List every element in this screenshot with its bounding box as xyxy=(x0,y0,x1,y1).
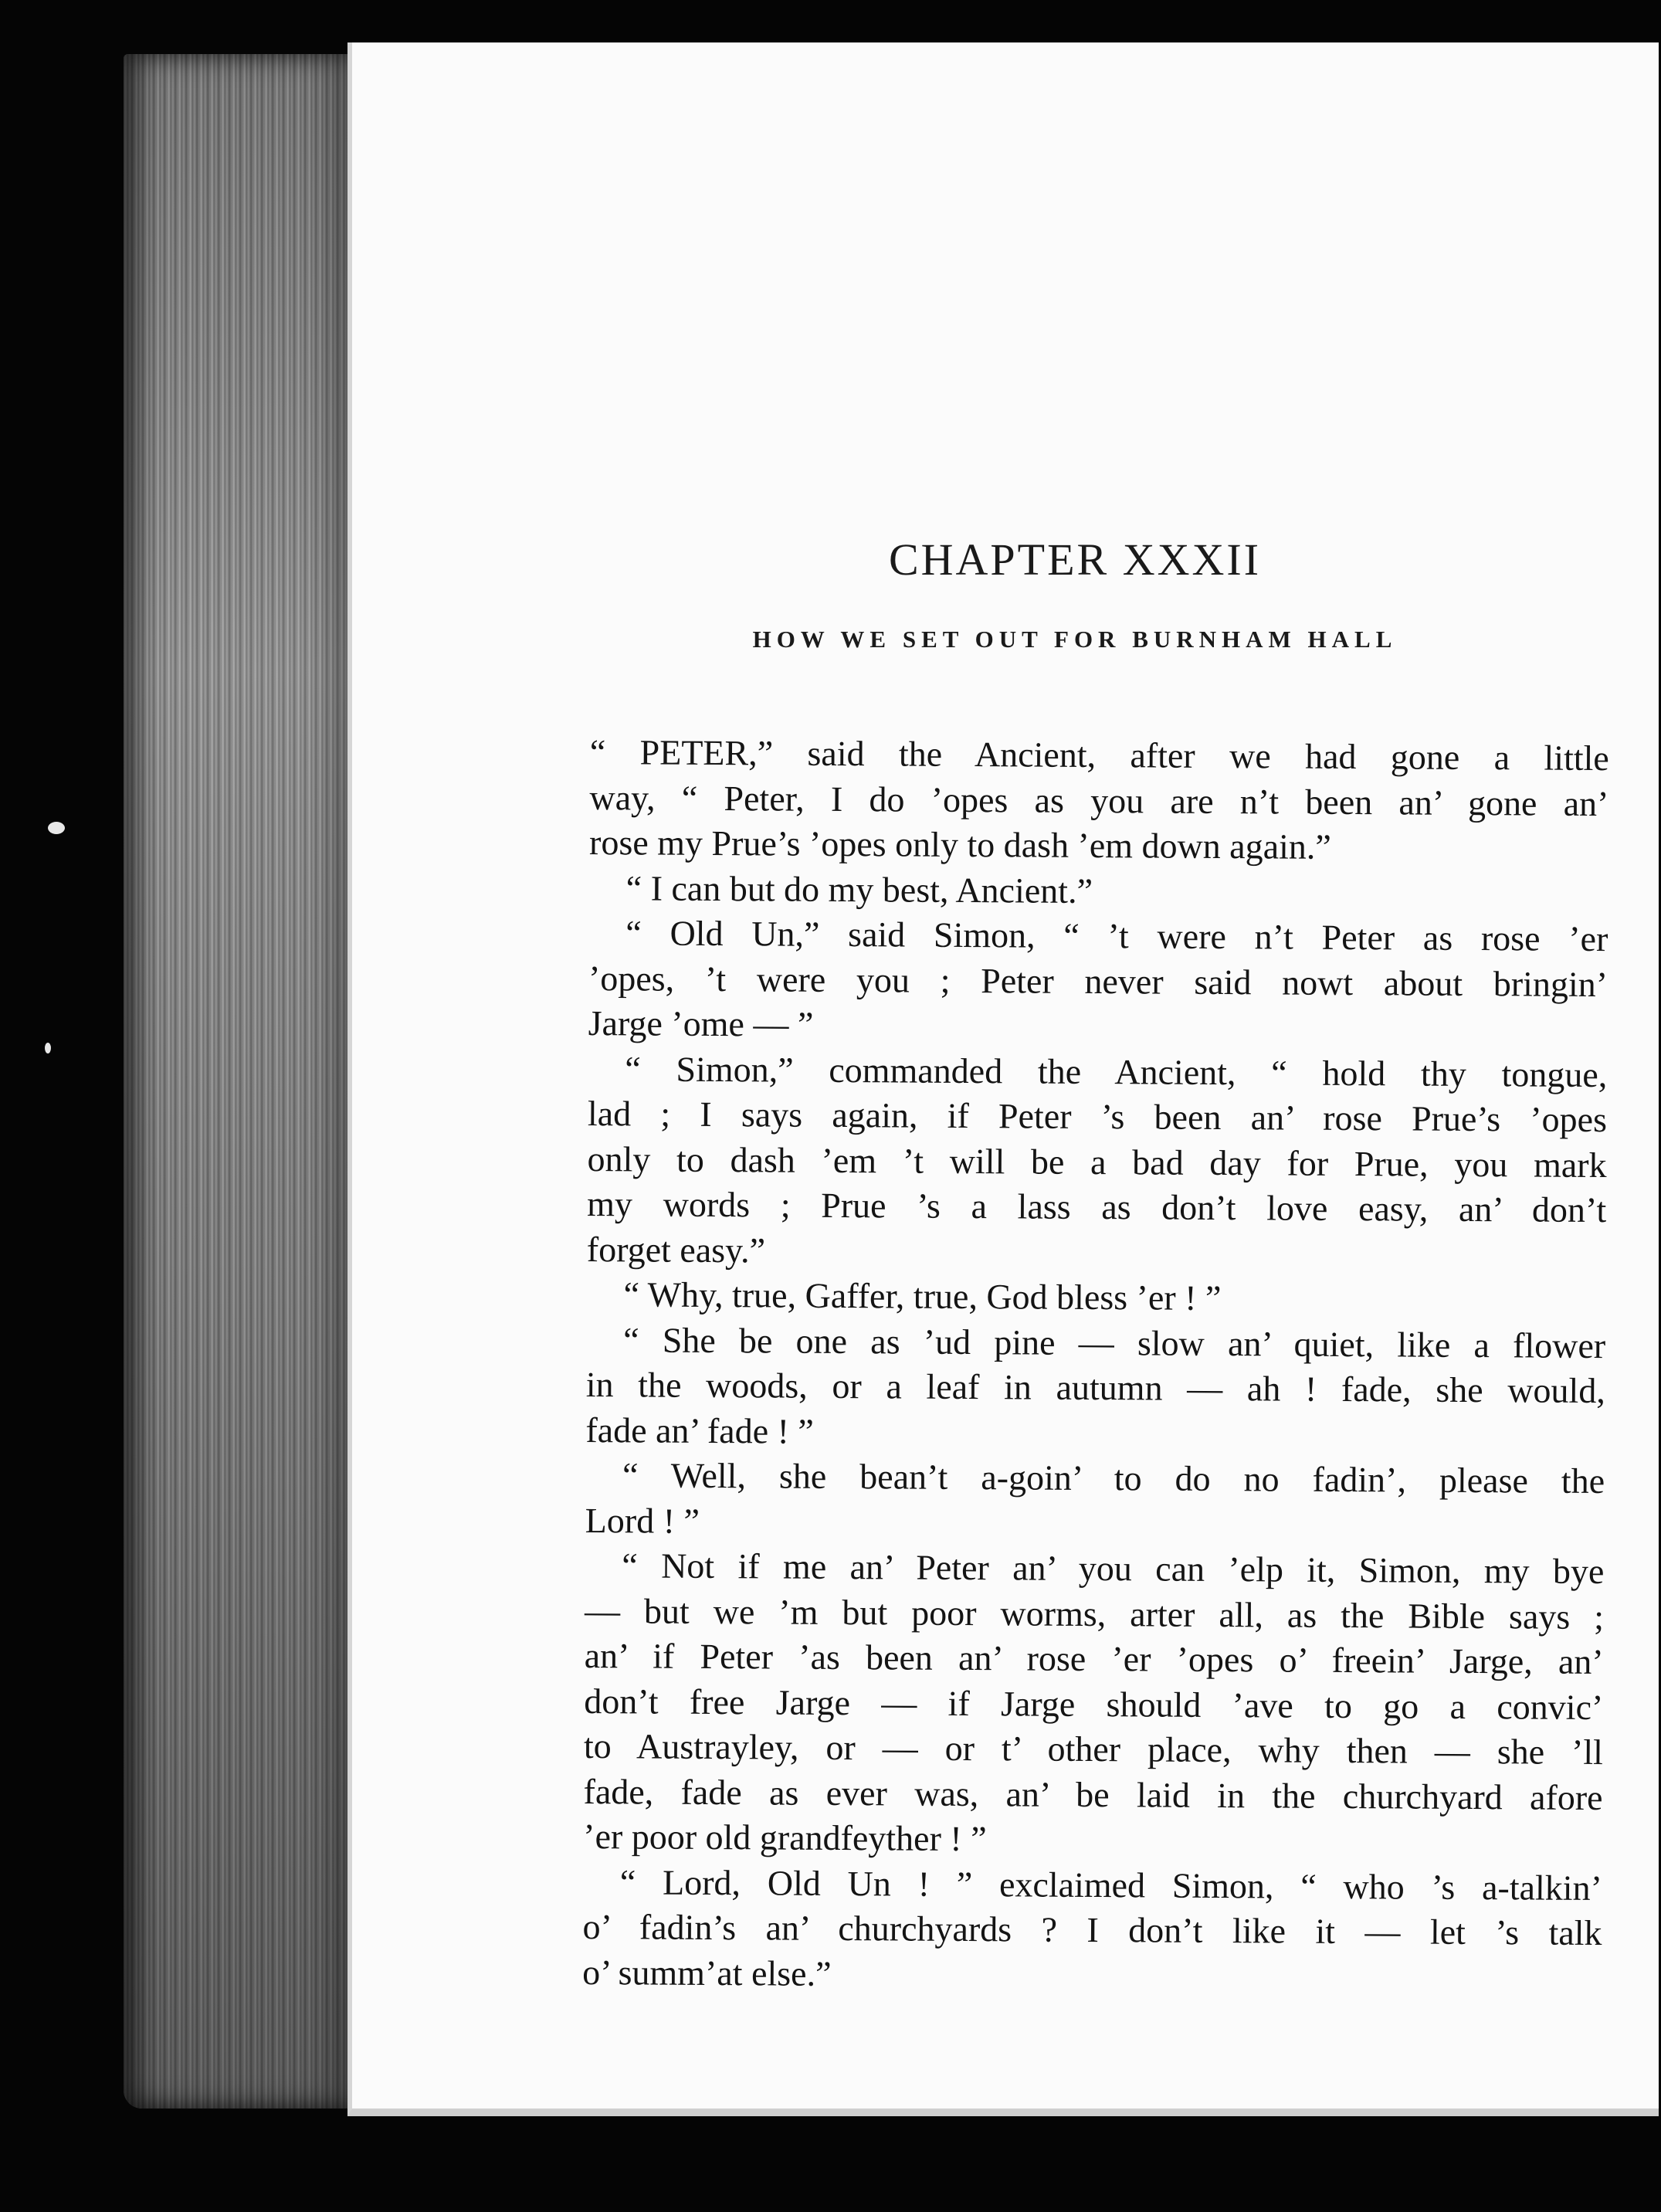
text-line: only to dash ’em ’t will be a bad day for Prue, you mark xyxy=(587,1138,1607,1185)
book-page xyxy=(347,42,1659,2116)
text-line: fade, fade as ever was, an’ be laid in the churchyard afore xyxy=(583,1771,1603,1817)
text-line: o’ fadin’s an’ churchyards ? I don’t like it — let ’s talk xyxy=(582,1906,1602,1953)
dust-speck xyxy=(45,1043,51,1053)
text-line: fade an’ fade ! ” xyxy=(585,1410,814,1451)
text-line: “ Why, true, Gaffer, true, God bless ’er ! ” xyxy=(623,1274,1222,1318)
text-line: an’ if Peter ’as been an’ rose ’er ’opes o’ freein’ Jarge, an’ xyxy=(584,1635,1604,1682)
text-line: way, “ Peter, I do ’opes as you are n’t been an’ gone an’ xyxy=(589,777,1609,823)
text-line: “ Lord, Old Un ! ” exclaimed Simon, “ who ’s a-talkin’ xyxy=(619,1861,1603,1908)
chapter-body xyxy=(582,730,1609,2001)
text-line: lad ; I says again, if Peter ’s been an’ rose Prue’s ’opes xyxy=(587,1093,1608,1140)
text-line: my words ; Prue ’s a lass as don’t love easy, an’ don’t xyxy=(587,1183,1607,1230)
text-line: “ Old Un,” said Simon, “ ’t were n’t Peter as rose ’er xyxy=(625,913,1608,959)
text-line: “ Well, she bean’t a-goin’ to do no fadin’, please the xyxy=(622,1455,1605,1501)
text-line: in the woods, or a leaf in autumn — ah ! fade, she would, xyxy=(585,1364,1605,1411)
text-line: to Austrayley, or — or t’ other place, why then — she ’ll xyxy=(583,1725,1604,1773)
dust-speck xyxy=(48,822,65,834)
text-line: “ She be one as ’ud pine — slow an’ quiet, like a flower xyxy=(623,1319,1606,1366)
text-line: don’t free Jarge — if Jarge should ’ave to go a convic’ xyxy=(584,1681,1604,1727)
text-line: forget easy.” xyxy=(586,1229,766,1270)
text-line: “ Simon,” commanded the Ancient, “ hold thy tongue, xyxy=(625,1048,1608,1094)
text-line: o’ summ’at else.” xyxy=(582,1952,832,1993)
text-line: Jarge ’ome — ” xyxy=(588,1003,814,1044)
text-line: ’opes, ’t were you ; Peter never said nowt about bringin’ xyxy=(588,958,1608,1004)
text-line: — but we ’m but poor worms, arter all, as the Bible says ; xyxy=(584,1590,1605,1637)
text-line: rose my Prue’s ’opes only to dash ’em down again.” xyxy=(588,822,1331,867)
text-line: Lord ! ” xyxy=(585,1500,700,1541)
book-edge-shading xyxy=(124,54,355,2109)
text-line: “ PETER,” said the Ancient, after we had gone a little xyxy=(589,731,1609,779)
chapter-title: CHAPTER XXXII xyxy=(888,534,1262,585)
text-line: “ Not if me an’ Peter an’ you can ’elp it, Simon, my bye xyxy=(622,1545,1605,1592)
chapter-subtitle: HOW WE SET OUT FOR BURNHAM HALL xyxy=(752,626,1398,653)
text-line: “ I can but do my best, Ancient.” xyxy=(625,867,1093,911)
text-line: ’er poor old grandfeyther ! ” xyxy=(583,1816,987,1859)
